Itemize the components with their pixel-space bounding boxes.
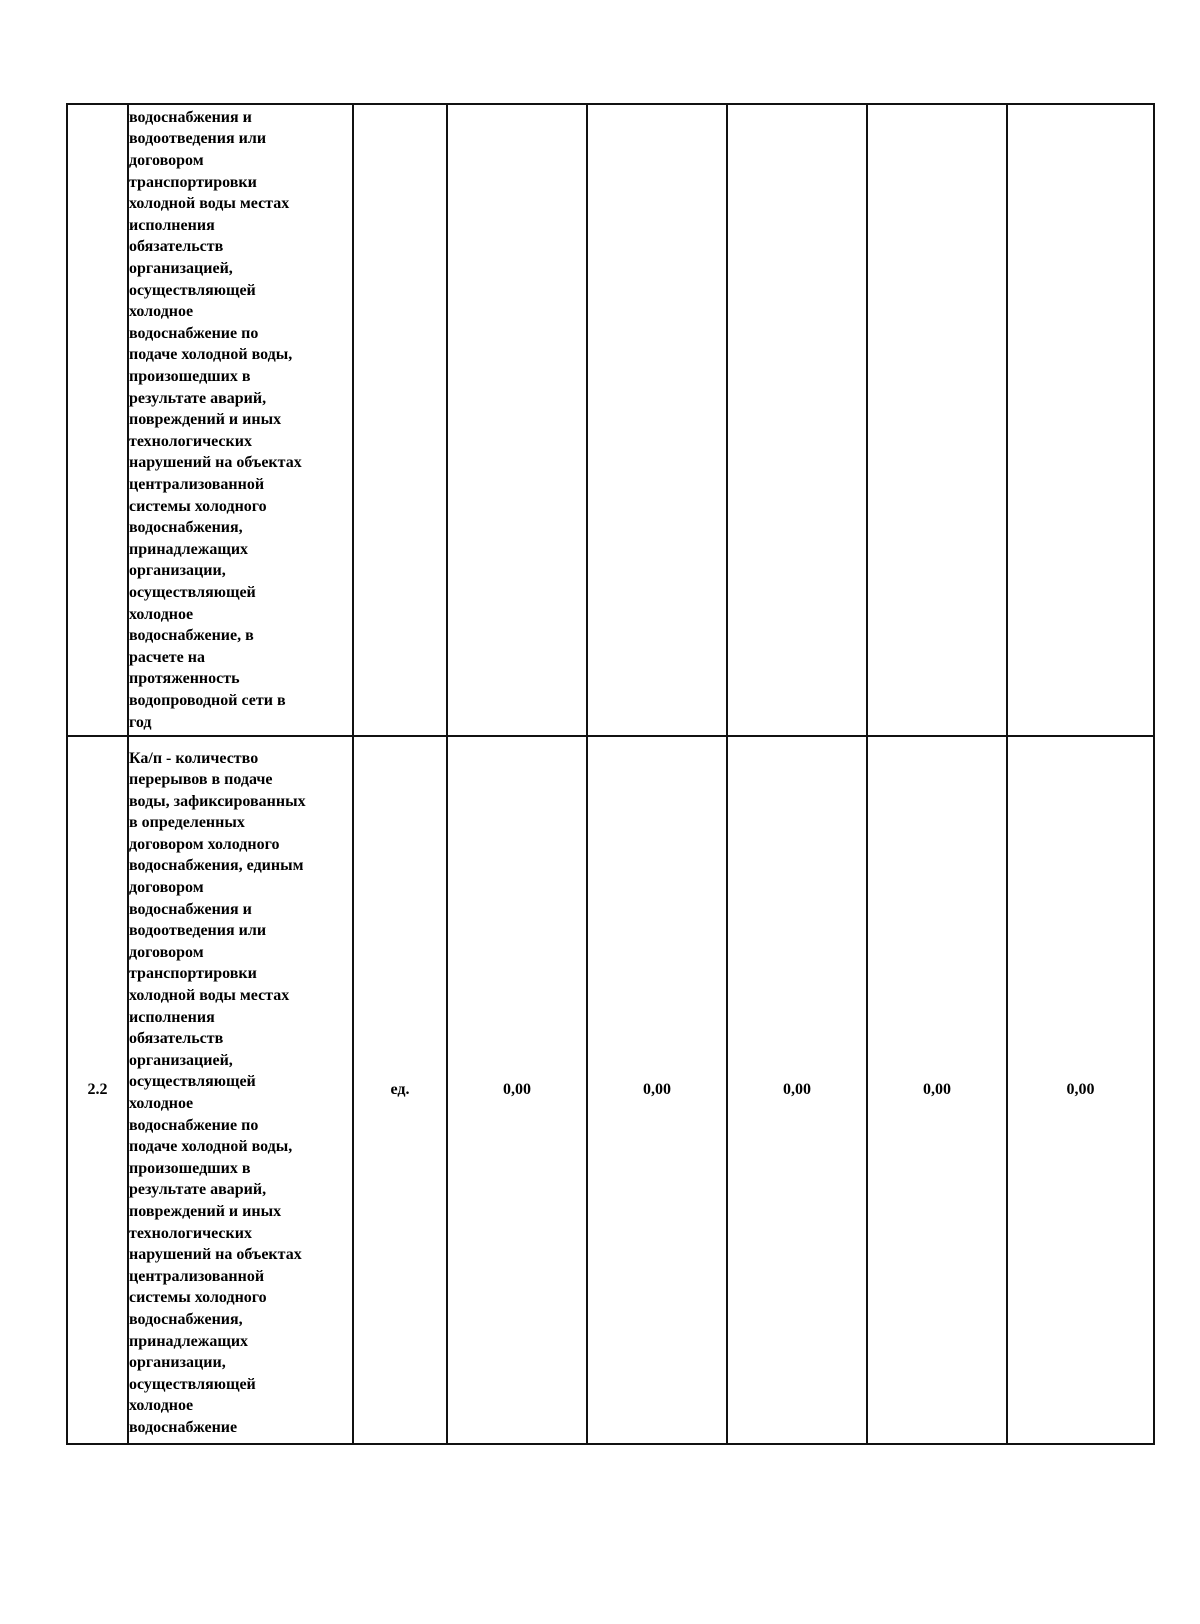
description-line: организации, [129, 562, 226, 580]
row-number: 2.2 [67, 736, 128, 1444]
description-line: централизованной [129, 1267, 265, 1285]
description-line: системы холодного [129, 1289, 267, 1307]
description-line: холодное [129, 1397, 194, 1415]
description-line: обязательств [129, 238, 224, 256]
description-line: технологических [129, 1224, 252, 1242]
description-line: обязательств [129, 1030, 224, 1048]
description-line: организацией, [129, 1051, 233, 1069]
value-cell [447, 104, 587, 736]
description-line: осуществляющей [129, 281, 256, 299]
value-cell [727, 104, 867, 736]
description-line: принадлежащих [129, 540, 249, 558]
row-number [67, 104, 128, 736]
value-cell: 0,00 [867, 736, 1007, 1444]
description-line: воды, зафиксированных [129, 792, 306, 810]
description-line: водоснабжения, [129, 1310, 243, 1328]
description-line: повреждений и иных [129, 411, 282, 429]
description-line: произошедших в [129, 1159, 251, 1177]
description-line: водоснабжения, единым [129, 857, 304, 875]
indicator-description [128, 104, 353, 736]
description-line: осуществляющей [129, 1375, 256, 1393]
description-line: расчете на [129, 648, 205, 666]
description-line: подаче холодной воды, [129, 1138, 293, 1156]
description-line: протяженность [129, 670, 240, 688]
description-line: договором [129, 943, 204, 961]
description-line: организацией, [129, 260, 233, 278]
description-line: водоснабжения и [129, 108, 252, 126]
value-cell: 0,00 [1007, 736, 1154, 1444]
description-line: повреждений и иных [129, 1202, 282, 1220]
indicator-description [128, 736, 353, 1444]
description-line: принадлежащих [129, 1332, 249, 1350]
description-line: холодное [129, 605, 194, 623]
description-line: водоотведения или [129, 130, 267, 148]
description-line: централизованной [129, 475, 265, 493]
description-line: договором [129, 152, 204, 170]
description-line: системы холодного [129, 497, 267, 515]
description-line: водоотведения или [129, 922, 267, 940]
description-line: водопроводной сети в [129, 691, 286, 709]
description-line: произошедших в [129, 368, 251, 386]
description-line: в определенных [129, 814, 245, 832]
description-line: нарушений на объектах [129, 1246, 302, 1264]
description-line: исполнения [129, 1008, 215, 1026]
description-line: осуществляющей [129, 583, 256, 601]
indicators-table [66, 103, 1155, 1445]
description-line: холодной воды местах [129, 195, 290, 213]
description-line: перерывов в подаче [129, 771, 273, 789]
description-line: исполнения [129, 216, 215, 234]
description-line: технологических [129, 432, 252, 450]
description-line: подаче холодной воды, [129, 346, 293, 364]
description-line: договором [129, 879, 204, 897]
description-line: Ка/п - количество [129, 749, 259, 767]
description-line: транспортировки [129, 173, 257, 191]
value-cell: 0,00 [727, 736, 867, 1444]
unit-cell: ед. [353, 736, 447, 1444]
description-line: холодное [129, 1095, 194, 1112]
description-line: организации, [129, 1354, 226, 1372]
table-row [67, 104, 1154, 736]
value-cell [1007, 104, 1154, 736]
description-line: результате аварий, [129, 1181, 267, 1199]
description-line: осуществляющей [129, 1073, 256, 1091]
description-line: водоснабжения и [129, 900, 252, 918]
value-cell [867, 104, 1007, 736]
description-line: нарушений на объектах [129, 454, 302, 472]
description-line: водоснабжение, в [129, 627, 254, 645]
description-line: водоснабжение по [129, 1116, 259, 1134]
value-cell [587, 104, 727, 736]
description-line: год [129, 713, 152, 731]
description-line: транспортировки [129, 965, 257, 983]
value-cell: 0,00 [587, 736, 727, 1444]
value-cell: 0,00 [447, 736, 587, 1444]
description-line: результате аварий, [129, 389, 267, 407]
description-line: холодной воды местах [129, 987, 290, 1005]
unit-cell [353, 104, 447, 736]
description-line: водоснабжения, [129, 519, 243, 537]
description-line: договором холодного [129, 835, 280, 853]
description-line: водоснабжение по [129, 324, 259, 342]
description-line: холодное [129, 303, 194, 321]
description-line: водоснабжение [129, 1418, 238, 1436]
table-row [67, 736, 1154, 1444]
